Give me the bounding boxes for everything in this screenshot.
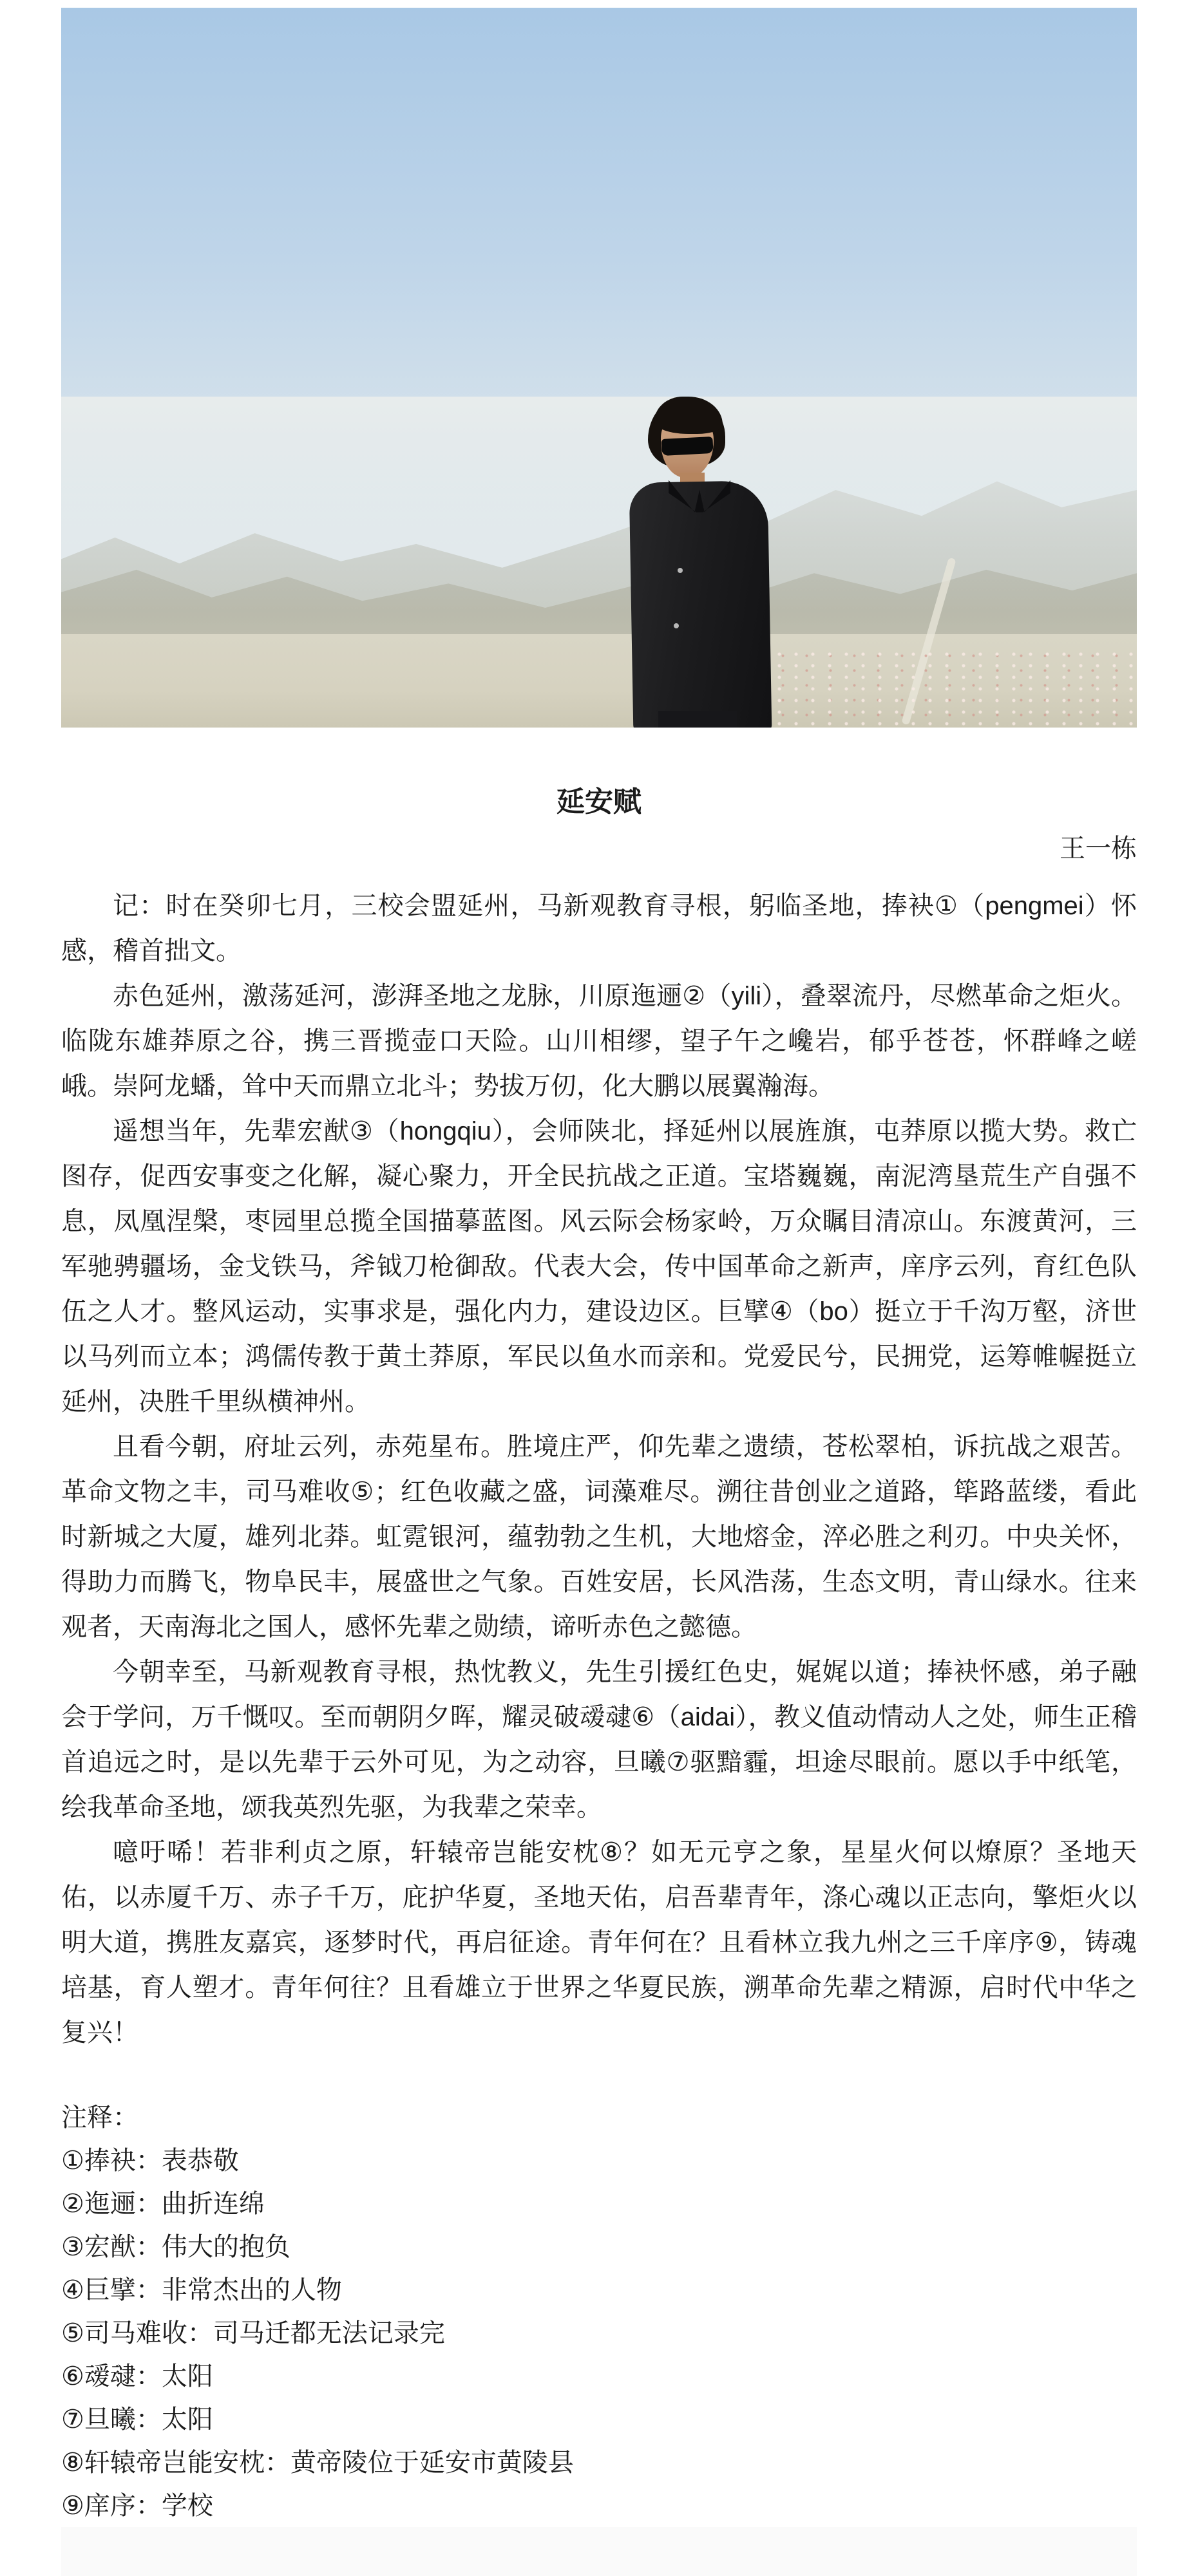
footnote-item: ⑤司马难收：司马迁都无法记录完 <box>61 2319 445 2347</box>
jacket-button <box>674 623 679 628</box>
man-legs <box>658 711 737 728</box>
footnote-item: ①捧袂：表恭敬 <box>61 2147 239 2175</box>
hero-photo <box>61 8 1137 728</box>
footnote-item: ③宏猷：伟大的抱负 <box>61 2233 290 2261</box>
footnotes-section <box>61 2096 1137 2528</box>
article-content <box>61 784 1137 2528</box>
paragraph: 记：时在癸卯七月，三校会盟延州，马新观教育寻根，躬临圣地，捧袂①（pengmei）怀感，稽首拙文。 <box>61 892 1137 965</box>
man-jacket <box>629 480 772 728</box>
footnote-item: ⑥叆叇：太阳 <box>61 2362 213 2391</box>
paragraph: 且看今朝，府址云列，赤苑星布。胜境庄严，仰先辈之遗绩，苍松翠柏，诉抗战之艰苦。革命文物之丰，司马难收⑤；红色收藏之盛，词藻难尽。溯往昔创业之道路，筚路蓝缕，看此时新城之大厦，雄列北莽。虹霓银河，蕴勃勃之生机，大地熔金，淬必胜之利刃。中央关怀，得助力而腾飞，物阜民丰，展盛世之气象。百姓安居，长风浩荡，生态文明，青山绿水。往来观者，天南海北之国人，感怀先辈之勋绩，谛听赤色之懿德。 <box>61 1433 1137 1641</box>
paragraph: 今朝幸至，马新观教育寻根，热忱教义，先生引援红色史，娓娓以道；捧袂怀感，弟子融会于学问，万千慨叹。至而朝阴夕晖，耀灵破叆叇⑥（aidai），教义值动情动人之处，师生正稽首追远之时，是以先辈于云外可见，为之动容，旦曦⑦驱黯霾，坦途尽眼前。愿以手中纸笔，绘我革命圣地，颂我英烈先驱，为我辈之荣幸。 <box>61 1658 1137 1821</box>
horizon-haze <box>61 397 1137 612</box>
page-title: 延安赋 <box>556 786 642 818</box>
footnotes-heading: 注释： <box>61 2103 138 2132</box>
distant-city <box>771 648 1137 728</box>
footnote-item: ⑦旦曦：太阳 <box>61 2405 213 2434</box>
footnote-item: ⑨庠序：学校 <box>61 2492 213 2520</box>
standing-man <box>631 397 770 728</box>
man-sunglasses <box>661 437 713 456</box>
paragraph: 遥想当年，先辈宏猷③（hongqiu），会师陕北，择延州以展旌旗，屯莽原以揽大势。救亡图存，促西安事变之化解，凝心聚力，开全民抗战之正道。宝塔巍巍，南泥湾垦荒生产自强不息，凤凰涅槃，枣园里总揽全国描摹蓝图。风云际会杨家岭，万众瞩目清凉山。东渡黄河，三军驰骋疆场，金戈铁马，斧钺刀枪御敌。代表大会，传中国革命之新声，庠序云列，育红色队伍之人才。整风运动，实事求是，强化内力，建设边区。巨擘④（bo）挺立于千沟万壑，济世以马列而立本；鸿儒传教于黄土莽原，军民以鱼水而亲和。党爱民兮，民拥党，运筹帷幄挺立延州，决胜千里纵横神州。 <box>61 1117 1137 1416</box>
man-hair-fringe <box>654 397 723 434</box>
paragraph: 赤色延州，激荡延河，澎湃圣地之龙脉，川原迤逦②（yili），叠翠流丹，尽燃革命之炬火。临陇东雄莽原之谷，携三晋揽壶口天险。山川相缪，望子午之巉岩，郁乎苍苍，怀群峰之嵯峨。崇阿龙蟠，耸中天而鼎立北斗；势拔万仞，化大鹏以展翼瀚海。 <box>61 982 1137 1100</box>
footnote-item: ②迤逦：曲折连绵 <box>61 2190 265 2218</box>
essay-body <box>61 883 1137 2055</box>
footnote-item: ④巨擘：非常杰出的人物 <box>61 2276 342 2304</box>
footnote-item: ⑧轩辕帝岂能安枕：黄帝陵位于延安市黄陵县 <box>61 2449 574 2477</box>
paragraph: 噫吁唏！若非利贞之原，轩辕帝岂能安枕⑧？如无元亨之象，星星火何以燎原？圣地天佑，以赤厦千万、赤子千万，庇护华夏，圣地天佑，启吾辈青年，涤心魂以正志向，擎炬火以明大道，携胜友嘉宾，逐梦时代，再启征途。青年何在？且看林立我九州之三千庠序⑨，铸魂培基，育人塑才。青年何往？且看雄立于世界之华夏民族，溯革命先辈之精源，启时代中华之复兴！ <box>61 1838 1137 2047</box>
page-footer-strip <box>61 2527 1137 2576</box>
jacket-button <box>678 568 683 573</box>
author-name: 王一栋 <box>1060 834 1137 863</box>
